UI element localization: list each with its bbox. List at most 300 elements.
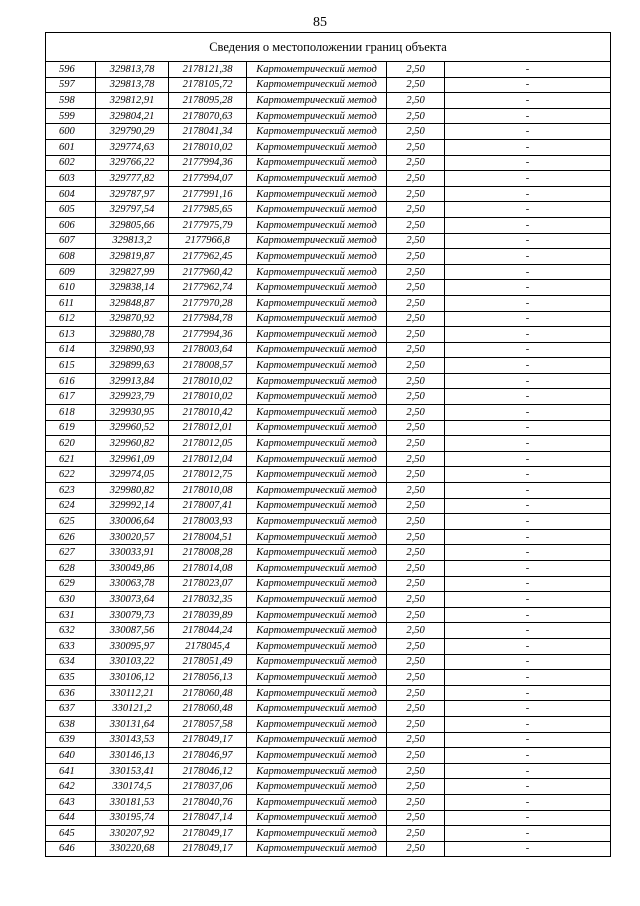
table-row (46, 451, 611, 467)
x-coordinate-cell: 329805,66 (96, 217, 169, 233)
description-cell: - (445, 280, 611, 296)
method-cell: Картометрический метод (247, 685, 387, 701)
y-coordinate-cell: 2177991,16 (169, 186, 247, 202)
y-coordinate-cell: 2178041,34 (169, 124, 247, 140)
point-number-cell: 596 (46, 62, 96, 78)
accuracy-cell: 2,50 (387, 264, 445, 280)
x-coordinate-cell: 330033,91 (96, 545, 169, 561)
point-number-cell: 610 (46, 280, 96, 296)
accuracy-cell: 2,50 (387, 93, 445, 109)
description-cell: - (445, 93, 611, 109)
method-cell: Картометрический метод (247, 93, 387, 109)
y-coordinate-cell: 2178105,72 (169, 77, 247, 93)
description-cell: - (445, 576, 611, 592)
accuracy-cell: 2,50 (387, 826, 445, 842)
accuracy-cell: 2,50 (387, 685, 445, 701)
y-coordinate-cell: 2177962,74 (169, 280, 247, 296)
x-coordinate-cell: 329848,87 (96, 295, 169, 311)
description-cell: - (445, 794, 611, 810)
table-row (46, 748, 611, 764)
y-coordinate-cell: 2178060,48 (169, 701, 247, 717)
page-number: 85 (313, 15, 327, 30)
accuracy-cell: 2,50 (387, 529, 445, 545)
x-coordinate-cell: 329992,14 (96, 498, 169, 514)
table-row (46, 405, 611, 421)
y-coordinate-cell: 2177975,79 (169, 217, 247, 233)
accuracy-cell: 2,50 (387, 810, 445, 826)
table-row (46, 514, 611, 530)
point-number-cell: 645 (46, 826, 96, 842)
accuracy-cell: 2,50 (387, 779, 445, 795)
point-number-cell: 646 (46, 841, 96, 857)
method-cell: Картометрический метод (247, 670, 387, 686)
point-number-cell: 627 (46, 545, 96, 561)
point-number-cell: 602 (46, 155, 96, 171)
description-cell: - (445, 436, 611, 452)
x-coordinate-cell: 329813,78 (96, 77, 169, 93)
description-cell: - (445, 389, 611, 405)
method-cell: Картометрический метод (247, 748, 387, 764)
method-cell: Картометрический метод (247, 295, 387, 311)
accuracy-cell: 2,50 (387, 420, 445, 436)
method-cell: Картометрический метод (247, 389, 387, 405)
method-cell: Картометрический метод (247, 108, 387, 124)
point-number-cell: 617 (46, 389, 96, 405)
accuracy-cell: 2,50 (387, 202, 445, 218)
method-cell: Картометрический метод (247, 233, 387, 249)
point-number-cell: 626 (46, 529, 96, 545)
x-coordinate-cell: 329787,97 (96, 186, 169, 202)
description-cell: - (445, 748, 611, 764)
point-number-cell: 621 (46, 451, 96, 467)
description-cell: - (445, 155, 611, 171)
point-number-cell: 600 (46, 124, 96, 140)
y-coordinate-cell: 2178012,04 (169, 451, 247, 467)
table-title-row (46, 33, 611, 62)
x-coordinate-cell: 330121,2 (96, 701, 169, 717)
description-cell: - (445, 498, 611, 514)
table-row (46, 373, 611, 389)
point-number-cell: 632 (46, 623, 96, 639)
y-coordinate-cell: 2178046,12 (169, 763, 247, 779)
accuracy-cell: 2,50 (387, 483, 445, 499)
point-number-cell: 619 (46, 420, 96, 436)
x-coordinate-cell: 329812,91 (96, 93, 169, 109)
description-cell: - (445, 561, 611, 577)
method-cell: Картометрический метод (247, 545, 387, 561)
point-number-cell: 605 (46, 202, 96, 218)
accuracy-cell: 2,50 (387, 233, 445, 249)
description-cell: - (445, 405, 611, 421)
x-coordinate-cell: 329974,05 (96, 467, 169, 483)
y-coordinate-cell: 2178049,17 (169, 826, 247, 842)
description-cell: - (445, 623, 611, 639)
accuracy-cell: 2,50 (387, 607, 445, 623)
description-cell: - (445, 420, 611, 436)
table-row (46, 841, 611, 857)
accuracy-cell: 2,50 (387, 514, 445, 530)
description-cell: - (445, 217, 611, 233)
table-title: Сведения о местоположении границ объекта (46, 33, 611, 62)
table-row (46, 576, 611, 592)
x-coordinate-cell: 329899,63 (96, 358, 169, 374)
table-row (46, 202, 611, 218)
y-coordinate-cell: 2178012,75 (169, 467, 247, 483)
accuracy-cell: 2,50 (387, 498, 445, 514)
x-coordinate-cell: 330020,57 (96, 529, 169, 545)
accuracy-cell: 2,50 (387, 436, 445, 452)
table-row (46, 155, 611, 171)
y-coordinate-cell: 2178012,01 (169, 420, 247, 436)
method-cell: Картометрический метод (247, 171, 387, 187)
y-coordinate-cell: 2177994,07 (169, 171, 247, 187)
accuracy-cell: 2,50 (387, 545, 445, 561)
description-cell: - (445, 202, 611, 218)
y-coordinate-cell: 2177994,36 (169, 155, 247, 171)
x-coordinate-cell: 329960,52 (96, 420, 169, 436)
y-coordinate-cell: 2178047,14 (169, 810, 247, 826)
method-cell: Картометрический метод (247, 342, 387, 358)
method-cell: Картометрический метод (247, 638, 387, 654)
y-coordinate-cell: 2178045,4 (169, 638, 247, 654)
description-cell: - (445, 139, 611, 155)
x-coordinate-cell: 330073,64 (96, 592, 169, 608)
point-number-cell: 599 (46, 108, 96, 124)
y-coordinate-cell: 2177984,78 (169, 311, 247, 327)
x-coordinate-cell: 329804,21 (96, 108, 169, 124)
point-number-cell: 639 (46, 732, 96, 748)
accuracy-cell: 2,50 (387, 638, 445, 654)
description-cell: - (445, 62, 611, 78)
accuracy-cell: 2,50 (387, 77, 445, 93)
x-coordinate-cell: 329777,82 (96, 171, 169, 187)
x-coordinate-cell: 330106,12 (96, 670, 169, 686)
y-coordinate-cell: 2178049,17 (169, 841, 247, 857)
point-number-cell: 603 (46, 171, 96, 187)
y-coordinate-cell: 2178039,89 (169, 607, 247, 623)
method-cell: Картометрический метод (247, 623, 387, 639)
y-coordinate-cell: 2177970,28 (169, 295, 247, 311)
method-cell: Картометрический метод (247, 280, 387, 296)
y-coordinate-cell: 2178095,28 (169, 93, 247, 109)
method-cell: Картометрический метод (247, 732, 387, 748)
description-cell: - (445, 654, 611, 670)
description-cell: - (445, 529, 611, 545)
accuracy-cell: 2,50 (387, 561, 445, 577)
x-coordinate-cell: 330174,5 (96, 779, 169, 795)
method-cell: Картометрический метод (247, 794, 387, 810)
table-row (46, 62, 611, 78)
accuracy-cell: 2,50 (387, 654, 445, 670)
table-row (46, 295, 611, 311)
accuracy-cell: 2,50 (387, 139, 445, 155)
x-coordinate-cell: 329766,22 (96, 155, 169, 171)
accuracy-cell: 2,50 (387, 592, 445, 608)
table-row (46, 249, 611, 265)
table-row (46, 233, 611, 249)
point-number-cell: 622 (46, 467, 96, 483)
table-row (46, 545, 611, 561)
boundary-coordinates-table (45, 32, 611, 857)
x-coordinate-cell: 330131,64 (96, 716, 169, 732)
table-row (46, 311, 611, 327)
method-cell: Картометрический метод (247, 826, 387, 842)
accuracy-cell: 2,50 (387, 841, 445, 857)
method-cell: Картометрический метод (247, 264, 387, 280)
x-coordinate-cell: 330143,53 (96, 732, 169, 748)
x-coordinate-cell: 329827,99 (96, 264, 169, 280)
description-cell: - (445, 763, 611, 779)
accuracy-cell: 2,50 (387, 576, 445, 592)
description-cell: - (445, 670, 611, 686)
x-coordinate-cell: 329819,87 (96, 249, 169, 265)
point-number-cell: 629 (46, 576, 96, 592)
x-coordinate-cell: 329880,78 (96, 327, 169, 343)
y-coordinate-cell: 2178046,97 (169, 748, 247, 764)
point-number-cell: 624 (46, 498, 96, 514)
y-coordinate-cell: 2177966,8 (169, 233, 247, 249)
accuracy-cell: 2,50 (387, 701, 445, 717)
point-number-cell: 641 (46, 763, 96, 779)
point-number-cell: 615 (46, 358, 96, 374)
table-row (46, 732, 611, 748)
point-number-cell: 631 (46, 607, 96, 623)
table-row (46, 529, 611, 545)
x-coordinate-cell: 330063,78 (96, 576, 169, 592)
description-cell: - (445, 358, 611, 374)
description-cell: - (445, 186, 611, 202)
accuracy-cell: 2,50 (387, 280, 445, 296)
table-body (46, 33, 611, 857)
accuracy-cell: 2,50 (387, 186, 445, 202)
x-coordinate-cell: 329797,54 (96, 202, 169, 218)
description-cell: - (445, 295, 611, 311)
x-coordinate-cell: 329961,09 (96, 451, 169, 467)
method-cell: Картометрический метод (247, 217, 387, 233)
x-coordinate-cell: 330049,86 (96, 561, 169, 577)
description-cell: - (445, 732, 611, 748)
table-row (46, 779, 611, 795)
description-cell: - (445, 373, 611, 389)
accuracy-cell: 2,50 (387, 249, 445, 265)
accuracy-cell: 2,50 (387, 358, 445, 374)
x-coordinate-cell: 330195,74 (96, 810, 169, 826)
accuracy-cell: 2,50 (387, 373, 445, 389)
description-cell: - (445, 638, 611, 654)
x-coordinate-cell: 329960,82 (96, 436, 169, 452)
accuracy-cell: 2,50 (387, 623, 445, 639)
table-row (46, 139, 611, 155)
accuracy-cell: 2,50 (387, 342, 445, 358)
y-coordinate-cell: 2178070,63 (169, 108, 247, 124)
table-row (46, 701, 611, 717)
description-cell: - (445, 467, 611, 483)
description-cell: - (445, 451, 611, 467)
y-coordinate-cell: 2178007,41 (169, 498, 247, 514)
description-cell: - (445, 124, 611, 140)
x-coordinate-cell: 330103,22 (96, 654, 169, 670)
table-row (46, 467, 611, 483)
x-coordinate-cell: 330087,56 (96, 623, 169, 639)
method-cell: Картометрический метод (247, 155, 387, 171)
accuracy-cell: 2,50 (387, 405, 445, 421)
x-coordinate-cell: 329890,93 (96, 342, 169, 358)
y-coordinate-cell: 2178057,58 (169, 716, 247, 732)
table-row (46, 327, 611, 343)
method-cell: Картометрический метод (247, 249, 387, 265)
table-row (46, 670, 611, 686)
x-coordinate-cell: 329980,82 (96, 483, 169, 499)
y-coordinate-cell: 2178010,02 (169, 389, 247, 405)
table-row (46, 186, 611, 202)
method-cell: Картометрический метод (247, 124, 387, 140)
table-row (46, 108, 611, 124)
y-coordinate-cell: 2178012,05 (169, 436, 247, 452)
point-number-cell: 609 (46, 264, 96, 280)
accuracy-cell: 2,50 (387, 311, 445, 327)
description-cell: - (445, 342, 611, 358)
accuracy-cell: 2,50 (387, 327, 445, 343)
y-coordinate-cell: 2178049,17 (169, 732, 247, 748)
point-number-cell: 604 (46, 186, 96, 202)
x-coordinate-cell: 329870,92 (96, 311, 169, 327)
y-coordinate-cell: 2178121,38 (169, 62, 247, 78)
table-row (46, 124, 611, 140)
description-cell: - (445, 779, 611, 795)
table-row (46, 826, 611, 842)
description-cell: - (445, 249, 611, 265)
point-number-cell: 614 (46, 342, 96, 358)
point-number-cell: 611 (46, 295, 96, 311)
method-cell: Картометрический метод (247, 529, 387, 545)
x-coordinate-cell: 330112,21 (96, 685, 169, 701)
y-coordinate-cell: 2178014,08 (169, 561, 247, 577)
description-cell: - (445, 545, 611, 561)
accuracy-cell: 2,50 (387, 670, 445, 686)
x-coordinate-cell: 330153,41 (96, 763, 169, 779)
table-row (46, 794, 611, 810)
point-number-cell: 628 (46, 561, 96, 577)
method-cell: Картометрический метод (247, 62, 387, 78)
y-coordinate-cell: 2178051,49 (169, 654, 247, 670)
point-number-cell: 633 (46, 638, 96, 654)
table-row (46, 264, 611, 280)
point-number-cell: 640 (46, 748, 96, 764)
x-coordinate-cell: 329923,79 (96, 389, 169, 405)
x-coordinate-cell: 330220,68 (96, 841, 169, 857)
description-cell: - (445, 108, 611, 124)
description-cell: - (445, 810, 611, 826)
description-cell: - (445, 841, 611, 857)
method-cell: Картометрический метод (247, 77, 387, 93)
point-number-cell: 608 (46, 249, 96, 265)
description-cell: - (445, 701, 611, 717)
method-cell: Картометрический метод (247, 654, 387, 670)
y-coordinate-cell: 2178010,02 (169, 139, 247, 155)
y-coordinate-cell: 2178023,07 (169, 576, 247, 592)
accuracy-cell: 2,50 (387, 124, 445, 140)
description-cell: - (445, 607, 611, 623)
table-row (46, 217, 611, 233)
accuracy-cell: 2,50 (387, 389, 445, 405)
y-coordinate-cell: 2177985,65 (169, 202, 247, 218)
table-row (46, 389, 611, 405)
method-cell: Картометрический метод (247, 763, 387, 779)
y-coordinate-cell: 2177994,36 (169, 327, 247, 343)
x-coordinate-cell: 329790,29 (96, 124, 169, 140)
table-row (46, 420, 611, 436)
table-row (46, 358, 611, 374)
y-coordinate-cell: 2178008,28 (169, 545, 247, 561)
point-number-cell: 625 (46, 514, 96, 530)
y-coordinate-cell: 2178003,64 (169, 342, 247, 358)
point-number-cell: 635 (46, 670, 96, 686)
description-cell: - (445, 483, 611, 499)
description-cell: - (445, 264, 611, 280)
accuracy-cell: 2,50 (387, 748, 445, 764)
method-cell: Картометрический метод (247, 327, 387, 343)
table-row (46, 592, 611, 608)
description-cell: - (445, 327, 611, 343)
table-row (46, 561, 611, 577)
table-row (46, 436, 611, 452)
table-row (46, 342, 611, 358)
method-cell: Картометрический метод (247, 405, 387, 421)
point-number-cell: 642 (46, 779, 96, 795)
y-coordinate-cell: 2178008,57 (169, 358, 247, 374)
point-number-cell: 643 (46, 794, 96, 810)
accuracy-cell: 2,50 (387, 763, 445, 779)
y-coordinate-cell: 2178060,48 (169, 685, 247, 701)
table-row (46, 763, 611, 779)
method-cell: Картометрический метод (247, 498, 387, 514)
accuracy-cell: 2,50 (387, 217, 445, 233)
table-row (46, 498, 611, 514)
table-row (46, 171, 611, 187)
point-number-cell: 598 (46, 93, 96, 109)
method-cell: Картометрический метод (247, 514, 387, 530)
accuracy-cell: 2,50 (387, 171, 445, 187)
point-number-cell: 613 (46, 327, 96, 343)
x-coordinate-cell: 330095,97 (96, 638, 169, 654)
method-cell: Картометрический метод (247, 420, 387, 436)
point-number-cell: 601 (46, 139, 96, 155)
accuracy-cell: 2,50 (387, 794, 445, 810)
point-number-cell: 618 (46, 405, 96, 421)
method-cell: Картометрический метод (247, 701, 387, 717)
table-row (46, 93, 611, 109)
point-number-cell: 612 (46, 311, 96, 327)
description-cell: - (445, 171, 611, 187)
x-coordinate-cell: 330181,53 (96, 794, 169, 810)
x-coordinate-cell: 330079,73 (96, 607, 169, 623)
description-cell: - (445, 685, 611, 701)
point-number-cell: 616 (46, 373, 96, 389)
x-coordinate-cell: 329913,84 (96, 373, 169, 389)
table-row (46, 685, 611, 701)
table-row (46, 638, 611, 654)
accuracy-cell: 2,50 (387, 732, 445, 748)
point-number-cell: 634 (46, 654, 96, 670)
description-cell: - (445, 311, 611, 327)
point-number-cell: 607 (46, 233, 96, 249)
x-coordinate-cell: 330207,92 (96, 826, 169, 842)
description-cell: - (445, 592, 611, 608)
method-cell: Картометрический метод (247, 436, 387, 452)
description-cell: - (445, 716, 611, 732)
y-coordinate-cell: 2178044,24 (169, 623, 247, 639)
table-row (46, 483, 611, 499)
